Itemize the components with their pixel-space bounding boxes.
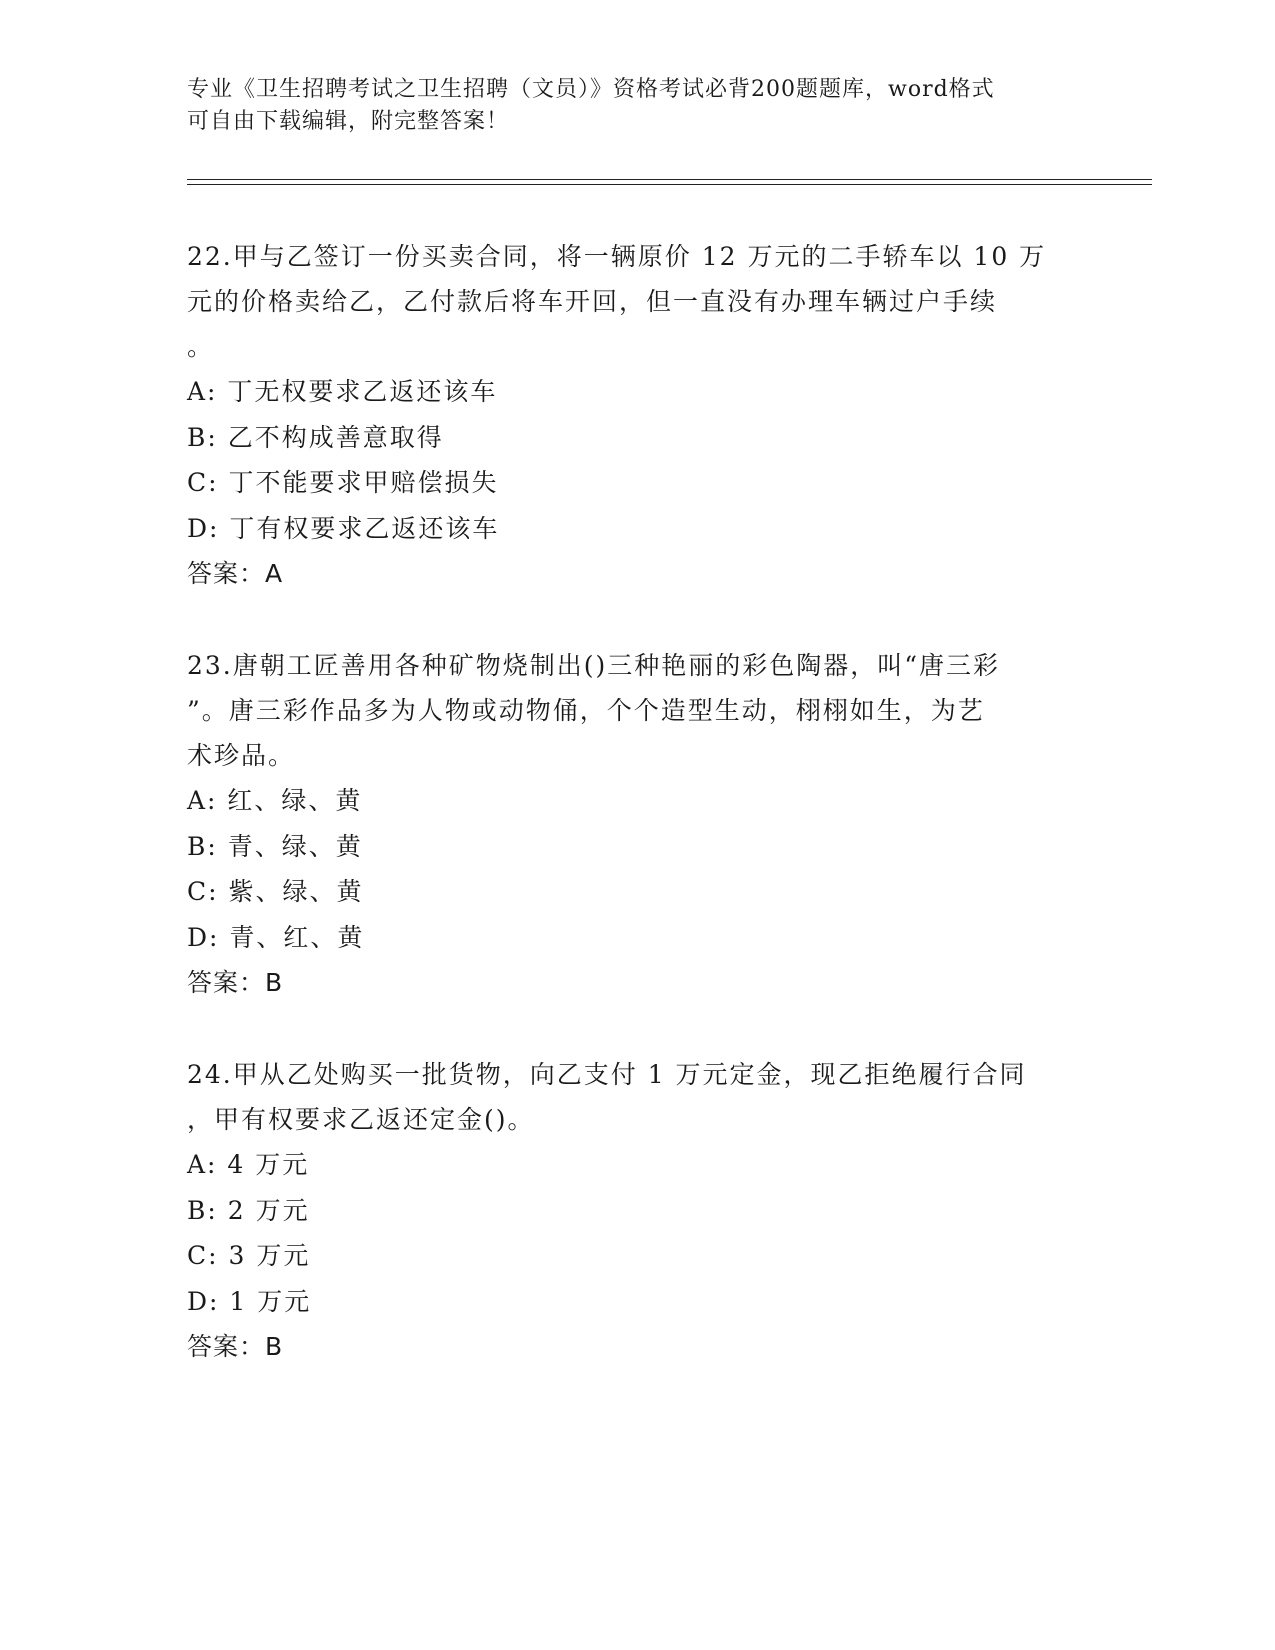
answer-label: 答案：B	[187, 968, 284, 997]
question-stem-line: 24.甲从乙处购买一批货物，向乙支付 1 万元定金，现乙拒绝履行合同	[187, 1060, 1027, 1089]
option-d: D: 丁有权要求乙返还该车	[187, 513, 500, 543]
document-header	[187, 74, 1067, 138]
header-title-line-1: 专业《卫生招聘考试之卫生招聘（文员）》资格考试必背200题题库，word格式	[187, 77, 995, 102]
question-stem-line: 。	[187, 332, 215, 361]
question-stem-line: 术珍品。	[187, 741, 296, 770]
option-b: B: 2 万元	[187, 1195, 310, 1225]
option-c: C: 丁不能要求甲赔偿损失	[187, 468, 499, 497]
answer-label: 答案：A	[187, 559, 284, 588]
header-divider-bottom	[187, 184, 1152, 185]
question-stem-line: 元的价格卖给乙，乙付款后将车开回，但一直没有办理车辆过户手续	[187, 287, 998, 316]
option-b: B: 乙不构成善意取得	[187, 422, 444, 452]
question-stem-line: ，甲有权要求乙返还定金()。	[187, 1105, 535, 1134]
option-a: A: 4 万元	[187, 1150, 310, 1179]
question-stem-line: 23.唐朝工匠善用各种矿物烧制出()三种艳丽的彩色陶器，叫“唐三彩	[187, 651, 1001, 680]
option-c: C: 紫、绿、黄	[187, 877, 364, 906]
option-a: A: 丁无权要求乙返还该车	[187, 377, 498, 406]
option-a: A: 红、绿、黄	[187, 786, 363, 815]
answer-label: 答案：B	[187, 1332, 284, 1361]
option-d: D: 1 万元	[187, 1286, 312, 1316]
header-title-line-2: 可自由下载编辑，附完整答案！	[187, 109, 510, 134]
question-24	[187, 1052, 1067, 1370]
option-d: D: 青、红、黄	[187, 922, 365, 952]
question-stem-line: 22.甲与乙签订一份买卖合同，将一辆原价 12 万元的二手轿车以 10 万	[187, 242, 1047, 271]
header-divider-top	[187, 179, 1152, 180]
question-stem-line: ”。唐三彩作品多为人物或动物俑，个个造型生动，栩栩如生，为艺	[187, 696, 985, 725]
option-b: B: 青、绿、黄	[187, 831, 363, 861]
question-22	[187, 234, 1067, 597]
question-23	[187, 643, 1067, 1006]
option-c: C: 3 万元	[187, 1241, 311, 1270]
